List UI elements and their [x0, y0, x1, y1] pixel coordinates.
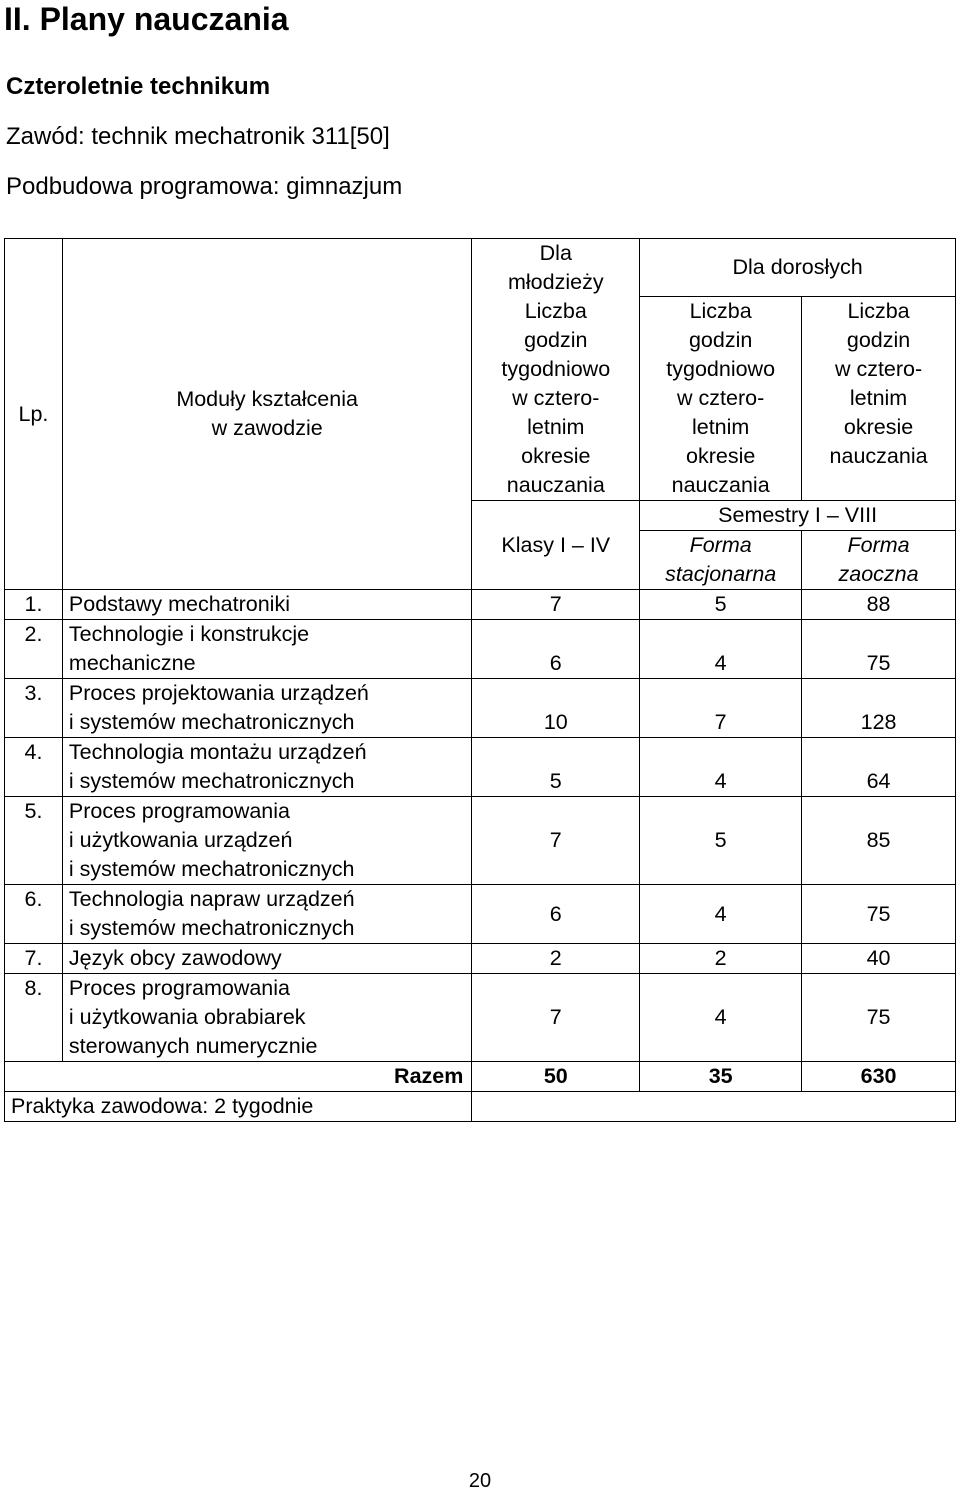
row-lp: 6. — [5, 885, 63, 944]
header-form-extramural: Forma zaoczna — [802, 531, 956, 590]
row-extramural-hours: 88 — [802, 590, 956, 620]
row-stationary-hours: 7 — [640, 679, 802, 738]
row-youth-hours: 7 — [472, 974, 640, 1062]
row-extramural-hours: 64 — [802, 738, 956, 797]
total-youth-hours: 50 — [472, 1062, 640, 1092]
profession-line: Zawód: technik mechatronik 311[50] — [6, 123, 390, 150]
table-row — [5, 797, 956, 885]
table-row — [5, 944, 956, 974]
total-label: Razem — [62, 1062, 471, 1092]
header-adults: Dla dorosłych — [640, 239, 956, 297]
row-youth-hours: 10 — [472, 679, 640, 738]
row-extramural-hours: 85 — [802, 797, 956, 885]
row-module-name: Technologia napraw urządzeń i systemów mechatronicznych — [62, 885, 471, 944]
row-stationary-hours: 4 — [640, 620, 802, 679]
row-stationary-hours: 5 — [640, 590, 802, 620]
table-row — [5, 974, 956, 1062]
row-extramural-hours: 75 — [802, 974, 956, 1062]
program-basis-line: Podbudowa programowa: gimnazjum — [6, 173, 403, 200]
row-module-name: Proces programowania i użytkowania urządzeń i systemów mechatronicznych — [62, 797, 471, 885]
row-lp: 5. — [5, 797, 63, 885]
row-youth-hours: 7 — [472, 797, 640, 885]
practice-row — [5, 1092, 956, 1122]
total-row — [5, 1062, 956, 1092]
page-number: 20 — [468, 1470, 492, 1492]
row-module-name: Język obcy zawodowy — [62, 944, 471, 974]
row-module-name: Podstawy mechatroniki — [62, 590, 471, 620]
table-row — [5, 679, 956, 738]
row-lp: 3. — [5, 679, 63, 738]
header-adults-total: Liczba godzin w cztero- letnim okresie nauczania — [802, 297, 956, 501]
row-stationary-hours: 4 — [640, 885, 802, 944]
row-youth-hours: 2 — [472, 944, 640, 974]
header-modules: Moduły kształcenia w zawodzie — [62, 239, 471, 590]
header-youth: Dla młodzieży Liczba godzin tygodniowo w cztero- letnim okresie nauczania — [472, 239, 640, 501]
page-title: II. Plany nauczania — [4, 1, 289, 37]
row-lp: 4. — [5, 738, 63, 797]
total-extramural-hours: 630 — [802, 1062, 956, 1092]
table-row — [5, 620, 956, 679]
header-lp: Lp. — [5, 239, 63, 590]
row-stationary-hours: 4 — [640, 974, 802, 1062]
row-youth-hours: 7 — [472, 590, 640, 620]
row-extramural-hours: 75 — [802, 885, 956, 944]
header-form-stationary: Forma stacjonarna — [640, 531, 802, 590]
curriculum-table — [4, 238, 956, 1122]
row-youth-hours: 6 — [472, 620, 640, 679]
row-module-name: Proces programowania i użytkowania obrabiarek sterowanych numerycznie — [62, 974, 471, 1062]
row-youth-hours: 5 — [472, 738, 640, 797]
header-adults-weekly: Liczba godzin tygodniowo w cztero- letnim okresie nauczania — [640, 297, 802, 501]
row-module-name: Technologie i konstrukcje mechaniczne — [62, 620, 471, 679]
school-type-heading: Czteroletnie technikum — [6, 73, 271, 100]
row-lp: 8. — [5, 974, 63, 1062]
row-lp: 2. — [5, 620, 63, 679]
row-stationary-hours: 2 — [640, 944, 802, 974]
row-module-name: Proces projektowania urządzeń i systemów mechatronicznych — [62, 679, 471, 738]
practice-info: Praktyka zawodowa: 2 tygodnie — [5, 1092, 472, 1122]
row-extramural-hours: 75 — [802, 620, 956, 679]
table-row — [5, 590, 956, 620]
total-stationary-hours: 35 — [640, 1062, 802, 1092]
header-semesters: Semestry I – VIII — [640, 501, 956, 531]
row-stationary-hours: 5 — [640, 797, 802, 885]
table-row — [5, 885, 956, 944]
row-module-name: Technologia montażu urządzeń i systemów mechatronicznych — [62, 738, 471, 797]
row-lp: 7. — [5, 944, 63, 974]
table-row — [5, 738, 956, 797]
row-extramural-hours: 40 — [802, 944, 956, 974]
row-lp: 1. — [5, 590, 63, 620]
row-youth-hours: 6 — [472, 885, 640, 944]
header-classes: Klasy I – IV — [472, 501, 640, 590]
row-extramural-hours: 128 — [802, 679, 956, 738]
row-stationary-hours: 4 — [640, 738, 802, 797]
